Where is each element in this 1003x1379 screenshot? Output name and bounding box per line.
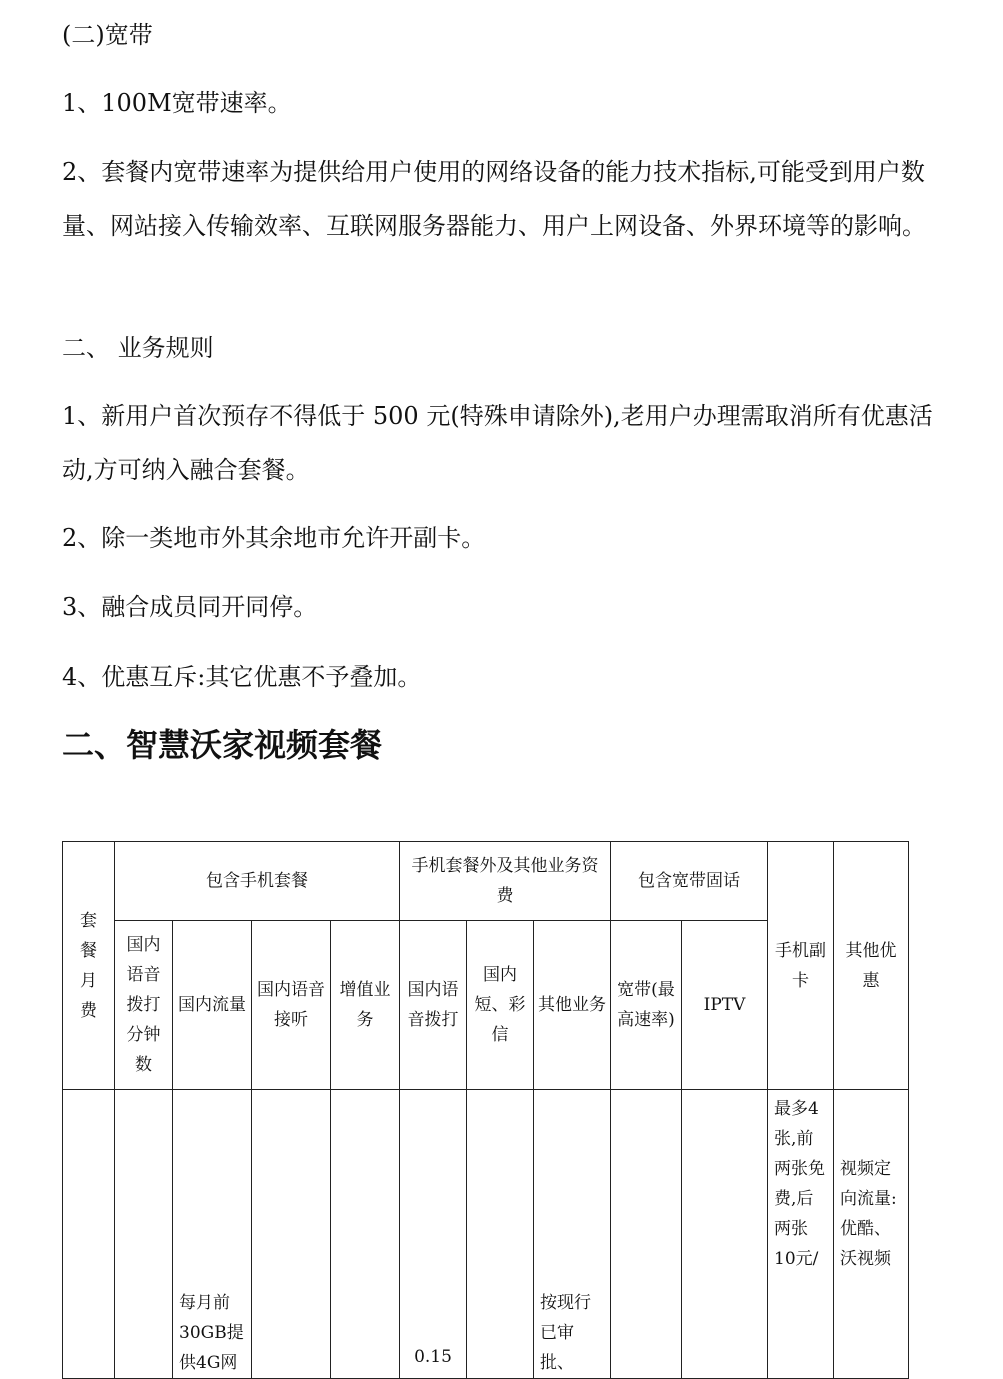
header-monthly-fee: 套餐月费 — [63, 842, 115, 1090]
cell-other-offers: 视频定向流量:优酷、沃视频 — [834, 1090, 909, 1379]
cell-broadband-speed — [611, 1090, 682, 1379]
cell-monthly-fee — [63, 1090, 115, 1379]
paragraph-rule-2: 2、除一类地市外其余地市允许开副卡。 — [62, 524, 486, 552]
subheader-data: 国内流量 — [173, 921, 252, 1090]
cell-iptv — [682, 1090, 768, 1379]
subheader-other-services: 其他业务 — [534, 921, 611, 1090]
cell-secondary-card: 最多4张,前两张免费,后两张10元/ — [768, 1090, 834, 1379]
subheader-extra-voice: 国内语音拨打 — [400, 921, 467, 1090]
subheader-sms-mms: 国内短、彩信 — [467, 921, 534, 1090]
cell-voice-minutes — [115, 1090, 173, 1379]
header-mobile-package: 包含手机套餐 — [115, 842, 400, 921]
header-extra-fees: 手机套餐外及其他业务资费 — [400, 842, 611, 921]
cell-extra-voice: 0.15 — [400, 1090, 467, 1379]
subheader-iptv: IPTV — [682, 921, 768, 1090]
cell-value-added — [331, 1090, 400, 1379]
section-title-business-rules: 二、 业务规则 — [62, 334, 214, 362]
header-secondary-card: 手机副卡 — [768, 842, 834, 1090]
cell-data: 每月前30GB提供4G网 — [173, 1090, 252, 1379]
paragraph-rule-4: 4、优惠互斥:其它优惠不予叠加。 — [62, 663, 422, 691]
cell-sms-mms — [467, 1090, 534, 1379]
cell-other-services: 按现行已审批、 — [534, 1090, 611, 1379]
header-broadband: 包含宽带固话 — [611, 842, 768, 921]
header-other-offers: 其他优惠 — [834, 842, 909, 1090]
cell-voice-incoming — [252, 1090, 331, 1379]
subheader-value-added: 增值业务 — [331, 921, 400, 1090]
section-subtitle-broadband: (二)宽带 — [62, 21, 153, 49]
subheader-voice-incoming: 国内语音接听 — [252, 921, 331, 1090]
heading-video-package: 二、智慧沃家视频套餐 — [62, 726, 383, 764]
paragraph-rule-1: 1、新用户首次预存不得低于 500 元(特殊申请除外),老用户办理需取消所有优惠活动,方可纳入融合套餐。 — [62, 402, 933, 484]
subheader-voice-minutes: 国内语音拨打分钟数 — [115, 921, 173, 1090]
paragraph-broadband-note: 2、套餐内宽带速率为提供给用户使用的网络设备的能力技术指标,可能受到用户数量、网站接入传输效率、互联网服务器能力、用户上网设备、外界环境等的影响。 — [62, 158, 926, 240]
subheader-broadband-speed: 宽带(最高速率) — [611, 921, 682, 1090]
package-table — [62, 841, 909, 1379]
paragraph-broadband-speed: 1、100M宽带速率。 — [62, 89, 292, 117]
paragraph-rule-3: 3、融合成员同开同停。 — [62, 593, 318, 621]
